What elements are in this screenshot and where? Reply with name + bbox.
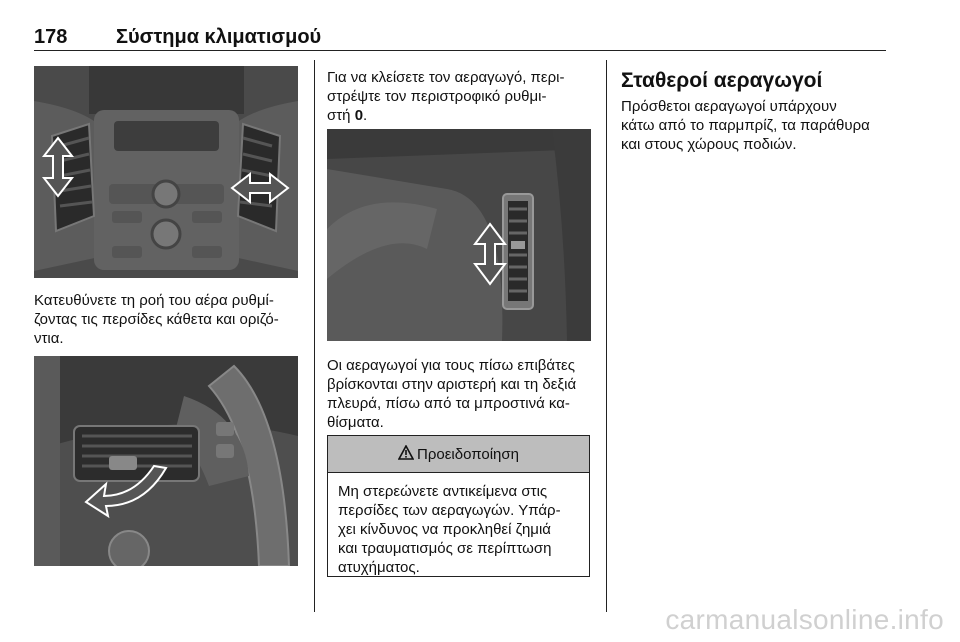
warning-box	[327, 435, 590, 577]
page-number: 178	[34, 26, 68, 48]
warning-header	[328, 436, 589, 473]
dashboard-vents-image	[34, 66, 298, 278]
steering-wheel-vent-image	[34, 356, 298, 566]
rear-vents-text: Οι αεραγωγοί για τους πίσω επιβάτες βρίσκονται στην αριστερή και τη δεξιά πλευρά, πίσω από τα μπροστινά κα- θίσματα.	[327, 357, 577, 431]
column-divider-1	[314, 60, 315, 612]
fixed-vents-text: Πρόσθετοι αεραγωγοί υπάρχουν κάτω από το παρμπρίζ, τα παράθυρα και στους χώρους ποδιών.	[621, 98, 870, 153]
section-title: Σύστημα κλιματισμού	[116, 26, 322, 48]
warning-triangle-icon	[398, 445, 414, 464]
warning-title: Προειδοποίηση	[417, 445, 519, 463]
page-header	[34, 22, 886, 48]
column-divider-2	[606, 60, 607, 612]
zero-setting: 0	[354, 107, 364, 124]
watermark: carmanualsonline.info	[665, 604, 944, 635]
warning-body: Μη στερεώνετε αντικείμενα στις περσίδες των αεραγωγών. Υπάρ- χει κίνδυνος να προκληθεί ζημιά και τραυματισμός σε περίπτωση ατυχήματος.	[338, 483, 561, 576]
rear-vent-image	[327, 129, 591, 341]
vent-direction-caption: Κατευθύνετε τη ροή του αέρα ρυθμί- ζοντας τις περσίδες κάθετα και οριζό- ντια.	[34, 292, 279, 347]
header-rule	[34, 50, 886, 51]
close-vent-instruction: Για να κλείσετε τον αεραγωγό, περι- στρέψτε τον περιστροφικό ρυθμι- στή 0.	[327, 69, 565, 124]
fixed-vents-heading: Σταθεροί αεραγωγοί	[621, 69, 823, 92]
